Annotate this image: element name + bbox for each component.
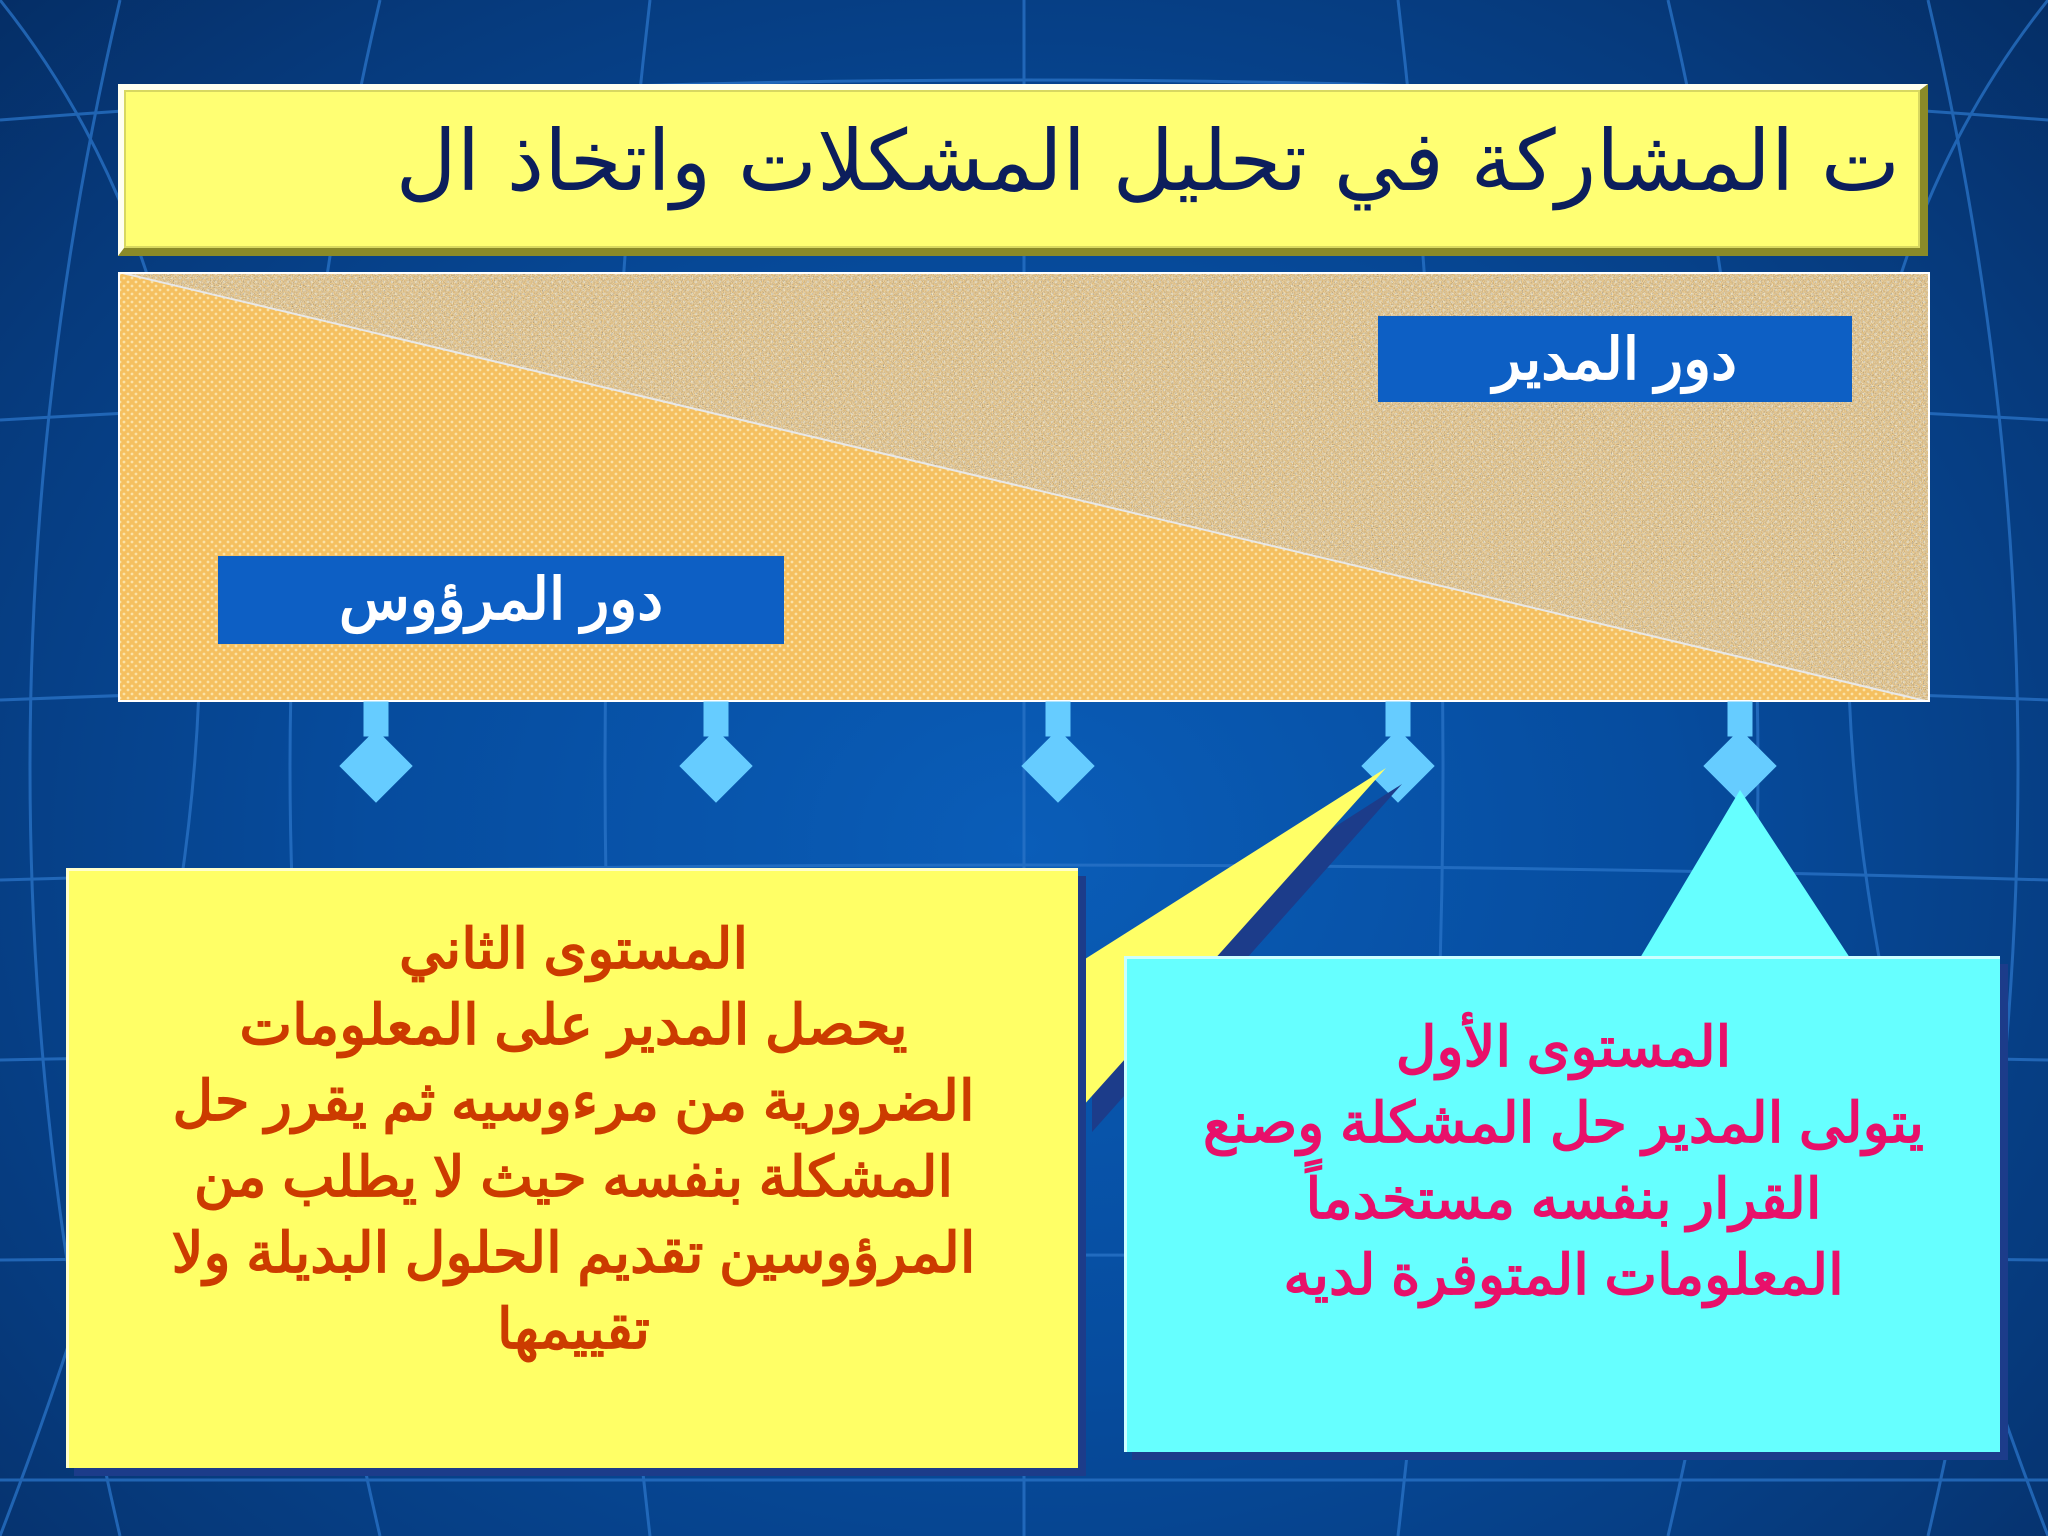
level2-heading: المستوى الثاني [398,917,748,980]
level2-line-5: تقييمها [497,1297,650,1360]
level1-heading: المستوى الأول [1395,1015,1732,1078]
level1-line-1: يتولى المدير حل المشكلة وصنع [1202,1091,1925,1154]
level2-callout [66,868,1078,1468]
subordinate-role-label: دور المرؤوس [218,556,784,644]
level1-line-3: المعلومات المتوفرة لديه [1283,1243,1844,1306]
level1-callout [1124,956,2000,1452]
level2-line-1: يحصل المدير على المعلومات [239,993,908,1056]
marker-5 [1704,702,1776,802]
level1-callout-tail [1640,790,1850,958]
level1-line-2: القرار بنفسه مستخدماً [1305,1167,1822,1230]
level2-line-3: المشكلة بنفسه حيث لا يطلب من [193,1145,954,1208]
slide-title: ت المشاركة في تحليل المشكلات واتخاذ ال [395,112,1900,210]
level2-line-4: المرؤوسين تقديم الحلول البديلة ولا [171,1221,976,1284]
level2-line-2: الضرورية من مرءوسيه ثم يقرر حل [172,1069,975,1132]
marker-2 [680,702,752,802]
manager-role-label: دور المدير [1378,316,1852,402]
marker-3 [1022,702,1094,802]
marker-1 [340,702,412,802]
